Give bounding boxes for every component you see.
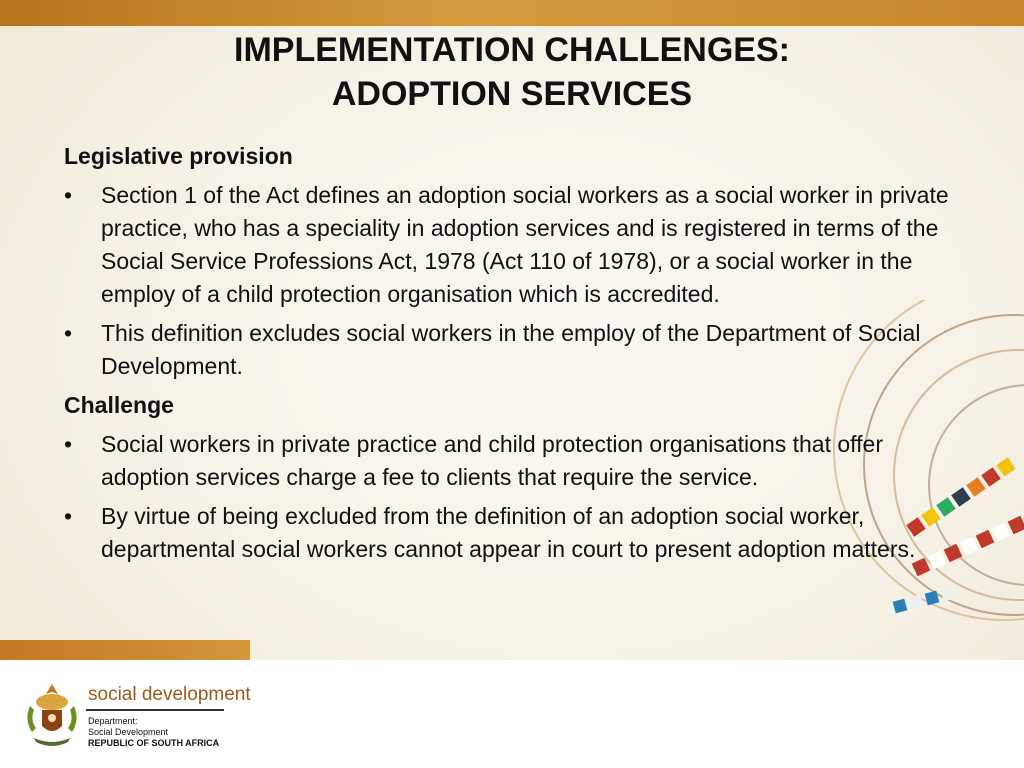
legislative-heading: Legislative provision (64, 143, 293, 169)
bullet-text: Section 1 of the Act defines an adoption social workers as a social worker in private practice, who has a speciality in adoption services and is registered in terms of the Social Service Professions Act, 1978 (Act 110 of 1978), or a social worker in the employ of a child protection organisation which is accredited. (101, 182, 949, 307)
legislative-bullet-1 (64, 179, 964, 311)
department-text (88, 716, 219, 749)
bullet-text: By virtue of being excluded from the definition of an adoption social worker, departmental social workers cannot appear in court to present adoption matters. (101, 503, 916, 562)
brand-divider (86, 709, 224, 711)
challenge-bullet-2 (64, 500, 964, 566)
dept-line-3: REPUBLIC OF SOUTH AFRICA (88, 738, 220, 748)
bullet-marker: • (64, 431, 73, 457)
challenge-heading: Challenge (64, 392, 174, 418)
coat-of-arms-logo (22, 680, 82, 752)
slide-content (64, 140, 964, 572)
bullet-marker: • (64, 182, 73, 208)
title-line-2: ADOPTION SERVICES (331, 75, 693, 113)
dept-line-1: Department: (88, 716, 138, 726)
bullet-marker: • (64, 320, 73, 346)
bullet-text: This definition excludes social workers in the employ of the Department of Social Development. (101, 320, 921, 379)
title-line-1: IMPLEMENTATION CHALLENGES: (234, 31, 790, 69)
dept-line-2: Social Development (88, 727, 169, 737)
bullet-text: Social workers in private practice and child protection organisations that offer adoption services charge a fee to clients that require the service. (101, 431, 883, 490)
slide-title (0, 28, 1024, 116)
legislative-bullet-2 (64, 317, 964, 383)
challenge-bullet-1 (64, 428, 964, 494)
bottom-accent-band (0, 640, 250, 660)
brand-name: social development (88, 684, 251, 705)
top-accent-band (0, 0, 1024, 26)
footer-area (0, 660, 1024, 768)
bullet-marker: • (64, 503, 73, 529)
